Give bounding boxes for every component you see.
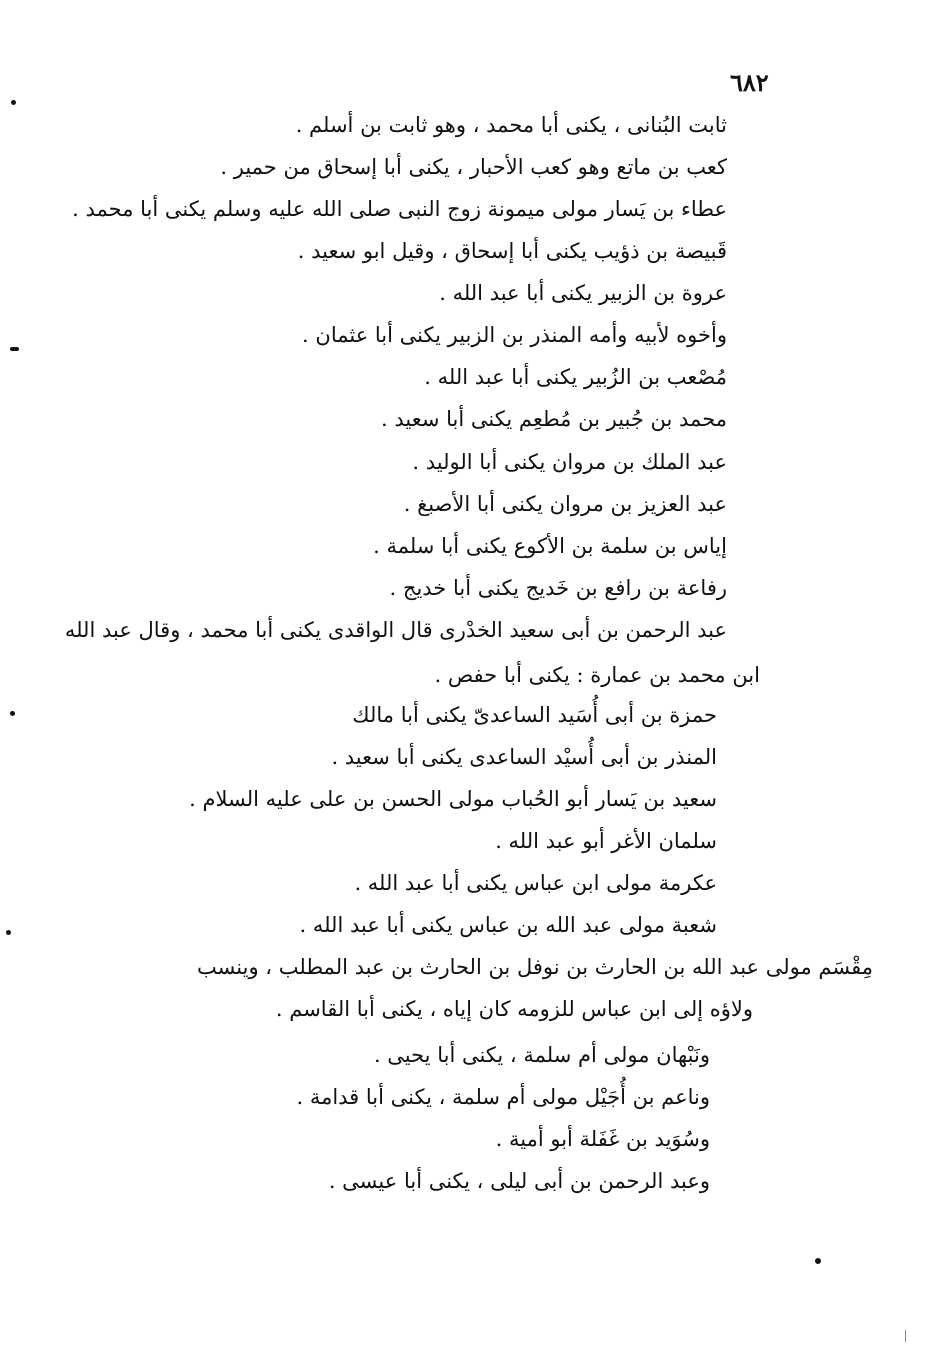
- text-line: عروة بن الزبير يكنى أبا عبد الله .: [439, 281, 727, 305]
- text-line: عبد العزيز بن مروان يكنى أبا الأصبغ .: [403, 492, 727, 516]
- scan-speck: [815, 1258, 821, 1264]
- text-line: عطاء بن يَسار مولى ميمونة زوج النبى صلى الله عليه وسلم يكنى أبا محمد .: [72, 197, 727, 221]
- text-line: محمد بن جُبير بن مُطعِم يكنى أبا سعيد .: [381, 407, 727, 431]
- scan-speck: [10, 347, 19, 351]
- text-line: ولاؤه إلى ابن عباس للزومه كان إياه ، يكنى أبا القاسم .: [275, 997, 753, 1021]
- text-line: المنذر بن أبى أُسيْد الساعدى يكنى أبا سعيد .: [331, 745, 717, 769]
- text-line: رفاعة بن رافع بن خَديج يكنى أبا خديج .: [389, 576, 727, 600]
- page-number: ٦٨٢: [730, 68, 769, 97]
- text-line: وناعم بن أُجَيْل مولى أم سلمة ، يكنى أبا قدامة .: [296, 1085, 710, 1109]
- scan-speck: [10, 711, 15, 716]
- text-line: وسُوَيد بن غَفَلة أبو أمية .: [495, 1127, 710, 1151]
- text-line: سلمان الأغر أبو عبد الله .: [495, 829, 717, 853]
- text-line: شعبة مولى عبد الله بن عباس يكنى أبا عبد الله .: [299, 913, 717, 937]
- text-line: عكرمة مولى ابن عباس يكنى أبا عبد الله .: [354, 871, 717, 895]
- text-line: وعبد الرحمن بن أبى ليلى ، يكنى أبا عيسى .: [328, 1169, 710, 1193]
- text-line: عبد الملك بن مروان يكنى أبا الوليد .: [412, 450, 727, 474]
- text-line: حمزة بن أبى أُسَيد الساعدىّ يكنى أبا مالك: [352, 703, 717, 727]
- scan-speck: [11, 100, 16, 105]
- text-line: ابن محمد بن عمارة : يكنى أبا حفص .: [434, 663, 760, 687]
- text-line: عبد الرحمن بن أبى سعيد الخدْرى قال الواقدى يكنى أبا محمد ، وقال عبد الله: [64, 618, 727, 642]
- text-line: مِقْسَم مولى عبد الله بن الحارث بن نوفل بن الحارث بن عبد المطلب ، وينسب: [196, 955, 873, 979]
- text-line: كعب بن ماتع وهو كعب الأحبار ، يكنى أبا إسحاق من حمير .: [220, 155, 727, 179]
- text-line: إياس بن سلمة بن الأكوع يكنى أبا سلمة .: [373, 534, 727, 558]
- scan-speck: [905, 1330, 906, 1342]
- text-line: وأخوه لأبيه وأمه المنذر بن الزبير يكنى أبا عثمان .: [302, 323, 727, 347]
- scan-speck: [6, 930, 11, 935]
- text-line: ثابت البُنانى ، يكنى أبا محمد ، وهو ثابت بن أسلم .: [295, 113, 727, 137]
- text-line: قَبيصة بن ذؤيب يكنى أبا إسحاق ، وقيل ابو سعيد .: [297, 239, 727, 263]
- text-line: مُصْعب بن الزُبير يكنى أبا عبد الله .: [424, 365, 727, 389]
- text-line: ونَبْهان مولى أم سلمة ، يكنى أبا يحيى .: [373, 1043, 710, 1067]
- text-line: سعيد بن يَسار أبو الحُباب مولى الحسن بن على عليه السلام .: [189, 787, 717, 811]
